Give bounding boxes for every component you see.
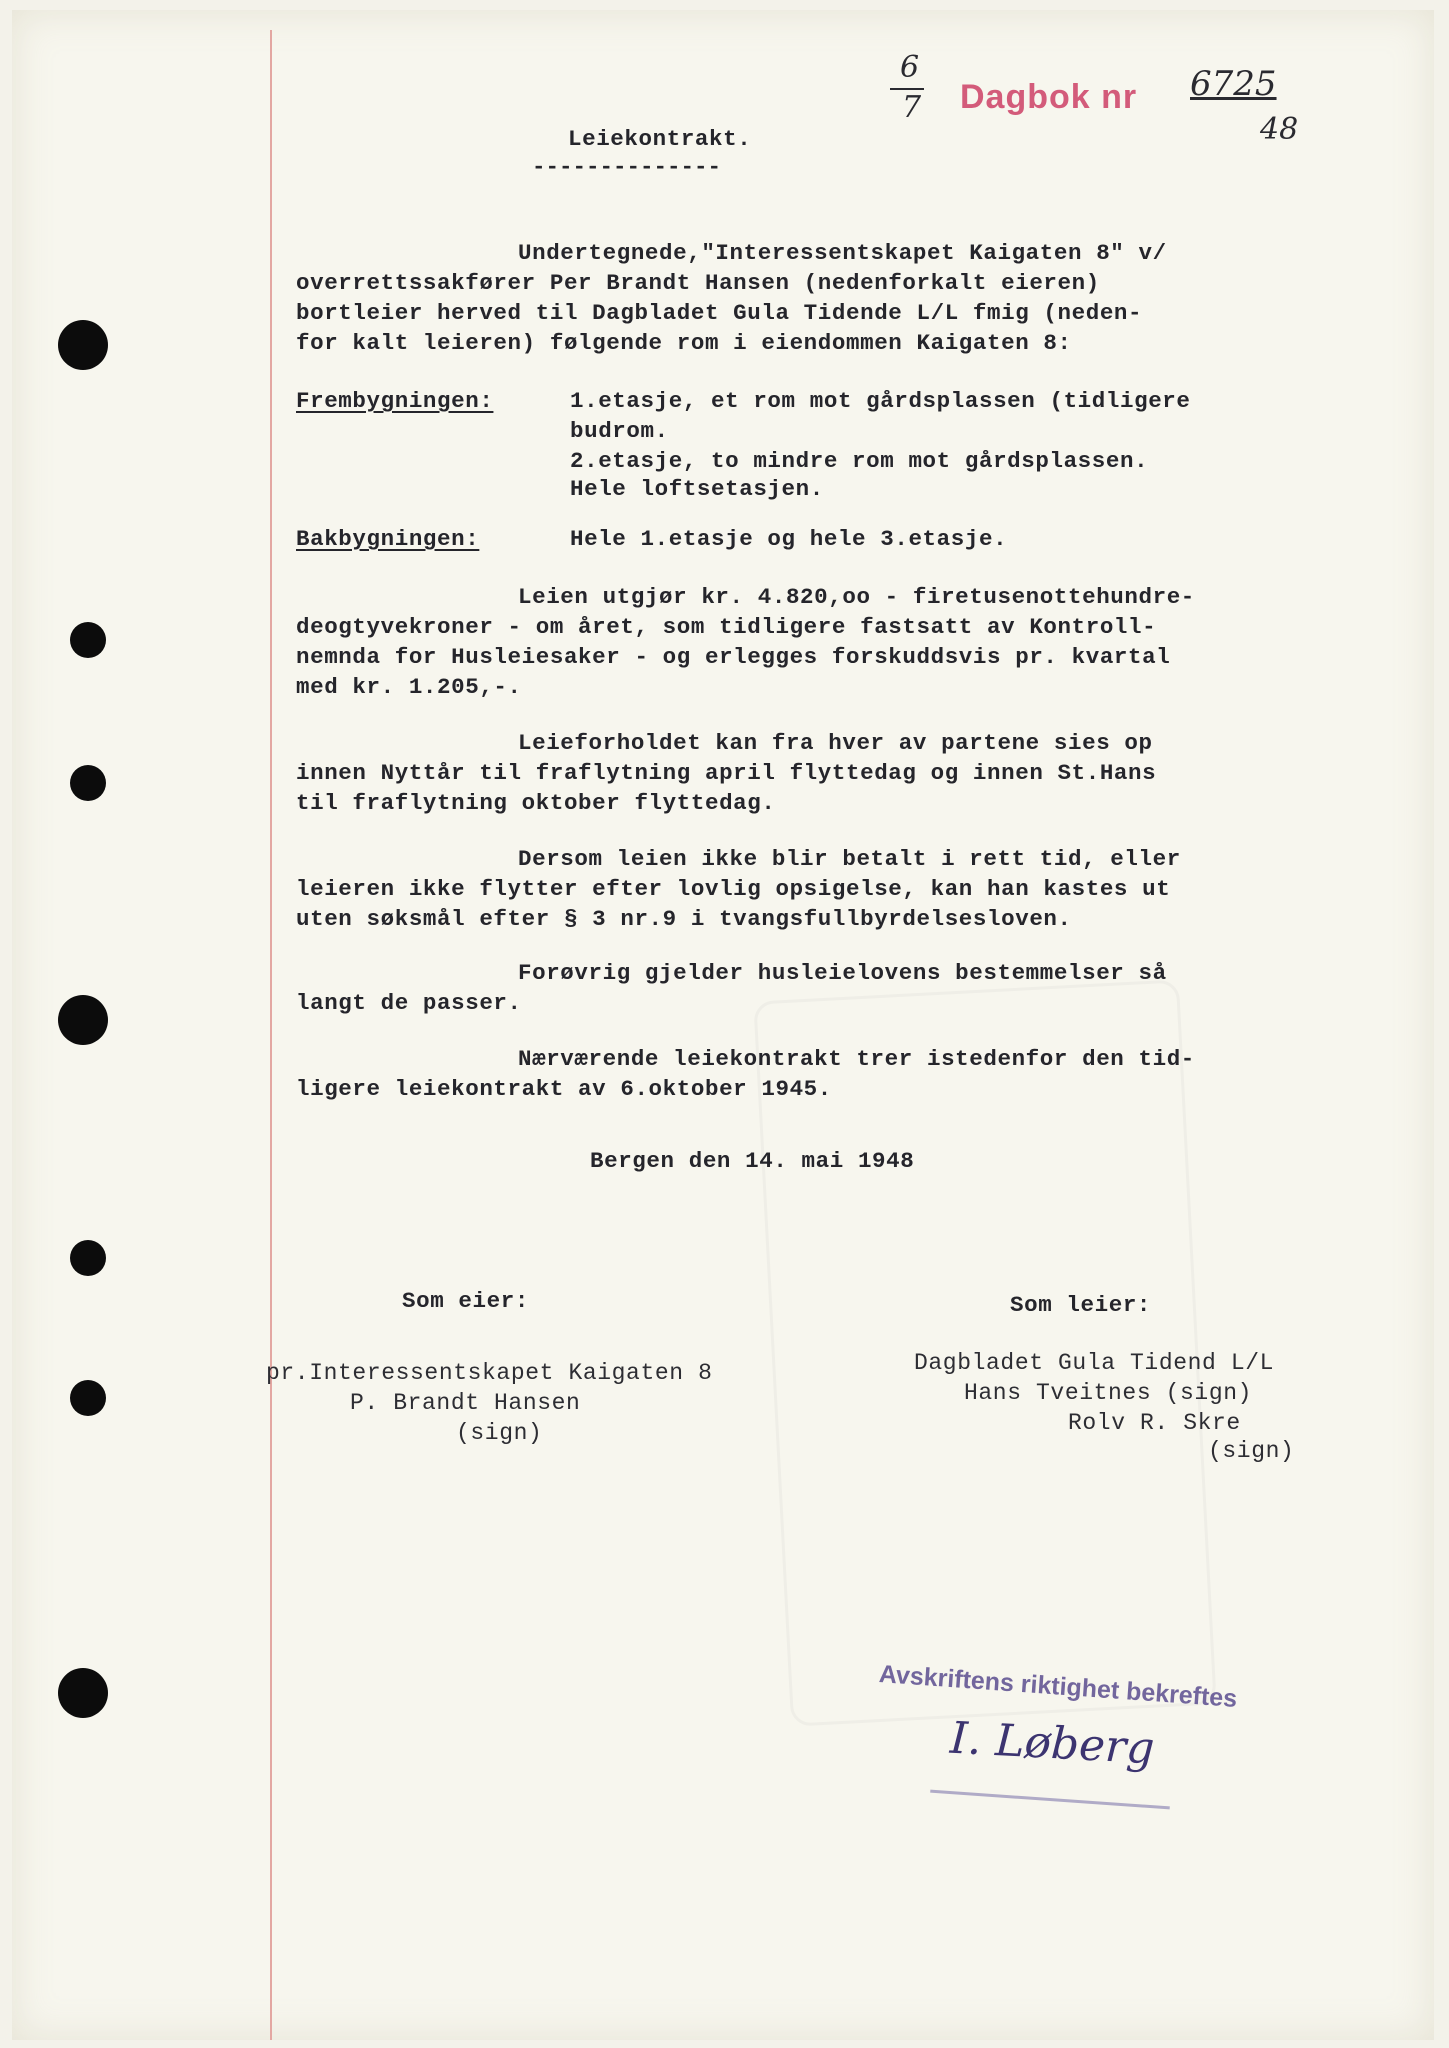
frembygningen-line: budrom. bbox=[570, 418, 669, 444]
certification-stamp: Avskriftens riktighet bekreftes bbox=[878, 1660, 1239, 1713]
punch-hole bbox=[58, 995, 108, 1045]
frembygningen-line: Hele loftsetasjen. bbox=[570, 476, 824, 502]
stamp-fraction-top: 6 bbox=[900, 50, 920, 85]
eviction-line: uten søksmål efter § 3 nr.9 i tvangsfullbyrdelsesloven. bbox=[296, 906, 1072, 932]
title-rule: -------------- bbox=[532, 154, 722, 180]
document-title: Leiekontrakt. bbox=[568, 126, 752, 152]
punch-hole bbox=[70, 765, 106, 801]
dagbok-number: 6725 bbox=[1190, 64, 1277, 104]
punch-hole bbox=[58, 1668, 108, 1718]
tenant-label: Som leier: bbox=[1010, 1292, 1152, 1318]
replace-line: ligere leiekontrakt av 6.oktober 1945. bbox=[296, 1076, 832, 1102]
termination-line: til fraflytning oktober flyttedag. bbox=[296, 790, 776, 816]
stamp-fraction-bottom: 7 bbox=[902, 90, 922, 125]
frembygningen-line: 2.etasje, to mindre rom mot gårdsplassen. bbox=[570, 448, 1149, 474]
punch-hole bbox=[70, 622, 106, 658]
tenant-line: Rolv R. Skre bbox=[1068, 1410, 1241, 1436]
intro-line: overrettssakfører Per Brandt Hansen (nedenforkalt eieren) bbox=[296, 270, 1100, 296]
frembygningen-label: Frembygningen: bbox=[296, 388, 494, 414]
intro-line: bortleier herved til Dagbladet Gula Tidende L/L fmig (neden- bbox=[296, 300, 1143, 326]
owner-label: Som eier: bbox=[402, 1288, 529, 1314]
punch-hole bbox=[70, 1380, 106, 1416]
frembygningen-line: 1.etasje, et rom mot gårdsplassen (tidligere bbox=[570, 388, 1191, 414]
bakbygningen-line: Hele 1.etasje og hele 3.etasje. bbox=[570, 526, 1008, 552]
law-line: Forøvrig gjelder husleielovens bestemmelser så bbox=[518, 960, 1167, 986]
intro-line: Undertegnede,"Interessentskapet Kaigaten 8" v/ bbox=[518, 240, 1167, 266]
owner-line: (sign) bbox=[456, 1420, 543, 1446]
rent-line: nemnda for Husleiesaker - og erlegges forskuddsvis pr. kvartal bbox=[296, 644, 1171, 670]
tenant-line: Dagbladet Gula Tidend L/L bbox=[914, 1350, 1275, 1376]
termination-line: Leieforholdet kan fra hver av partene sies op bbox=[518, 730, 1153, 756]
rent-line: deogtyvekroner - om året, som tidligere fastsatt av Kontroll- bbox=[296, 614, 1157, 640]
punch-hole bbox=[70, 1240, 106, 1276]
tenant-line: Hans Tveitnes (sign) bbox=[964, 1380, 1253, 1406]
intro-line: for kalt leieren) følgende rom i eiendommen Kaigaten 8: bbox=[296, 330, 1072, 356]
eviction-line: leieren ikke flytter efter lovlig opsigelse, kan han kastes ut bbox=[296, 876, 1171, 902]
tenant-line: (sign) bbox=[1208, 1438, 1295, 1464]
certification-signature: I. Løberg bbox=[948, 1712, 1156, 1775]
dagbok-year: 48 bbox=[1260, 112, 1299, 147]
rent-line: med kr. 1.205,-. bbox=[296, 674, 522, 700]
replace-line: Nærværende leiekontrakt trer istedenfor den tid- bbox=[518, 1046, 1195, 1072]
bakbygningen-label: Bakbygningen: bbox=[296, 526, 480, 552]
place-date: Bergen den 14. mai 1948 bbox=[590, 1148, 915, 1174]
rent-line: Leien utgjør kr. 4.820,oo - firetusenottehundre- bbox=[518, 584, 1195, 610]
termination-line: innen Nyttår til fraflytning april flyttedag og innen St.Hans bbox=[296, 760, 1157, 786]
eviction-line: Dersom leien ikke blir betalt i rett tid, eller bbox=[518, 846, 1181, 872]
punch-hole bbox=[58, 320, 108, 370]
dagbok-stamp-label: Dagbok nr bbox=[960, 78, 1138, 116]
owner-line: P. Brandt Hansen bbox=[350, 1390, 581, 1416]
law-line: langt de passer. bbox=[296, 990, 522, 1016]
margin-rule bbox=[270, 30, 272, 2040]
owner-line: pr.Interessentskapet Kaigaten 8 bbox=[266, 1360, 713, 1386]
